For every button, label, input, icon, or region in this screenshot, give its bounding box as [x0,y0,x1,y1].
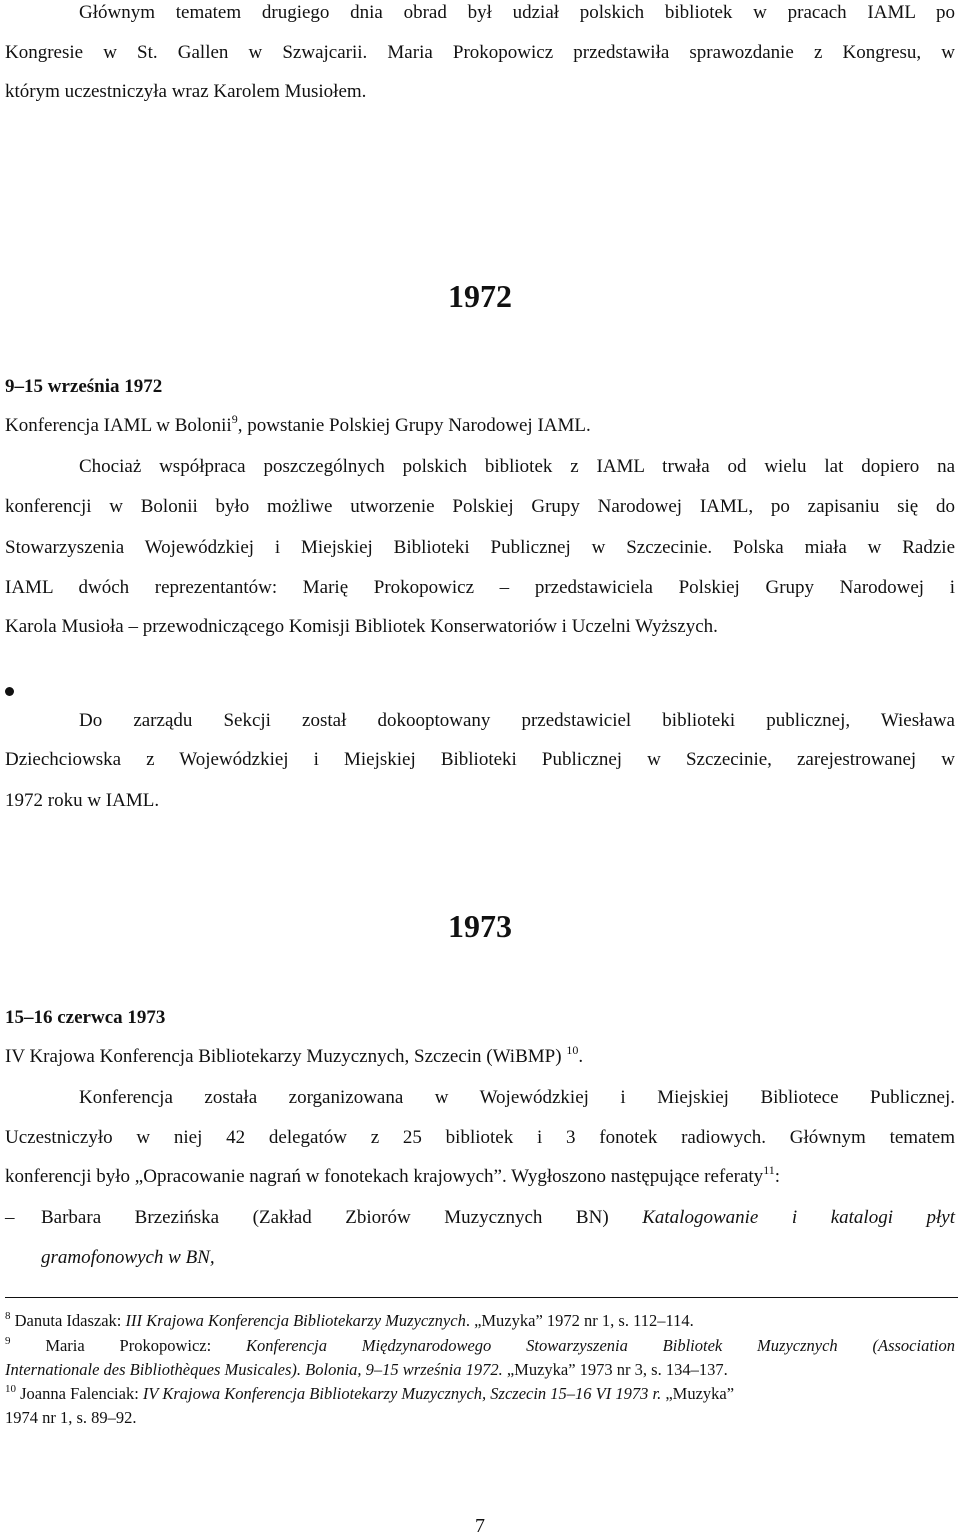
footnote-8-number: 8 [5,1310,11,1322]
para-1972-line-1: Chociaż współpraca poszczególnych polskich bibliotek z IAML trwała od wielu lat dopiero na [79,456,955,477]
para-1972-line-3: Stowarzyszenia Wojewódzkiej i Miejskiej Biblioteki Publicznej w Szczecinie. Polska miała w Radzie [5,537,955,558]
year-heading-1973: 1973 [448,908,512,944]
footnote-ref-9[interactable]: 9 [231,412,238,426]
conference-title-1973 [5,1045,955,1069]
intro-line-2: Kongresie w St. Gallen w Szwajcarii. Maria Prokopowicz przedstawiła sprawozdanie z Kongresu, w [5,42,955,63]
conference-title-1972 [5,414,955,438]
footnote-9-source: „Muzyka” 1973 nr 3, s. 134–137. [502,1360,728,1379]
footnote-10-title: IV Krajowa Konferencja Bibliotekarzy Muzycznych, Szczecin 15–16 VI 1973 r. [142,1384,662,1403]
para-1972-line-4: IAML dwóch reprezentantów: Marię Prokopowicz – przedstawiciela Polskiej Grupy Narodowej i [5,577,955,598]
list-dash: – [5,1207,15,1228]
para-1972-line-2: konferencji w Bolonii było możliwe utworzenie Polskiej Grupy Narodowej IAML, po zapisaniu się do [5,496,955,517]
list-item-title: Katalogowanie i katalogi płyt [642,1207,956,1228]
conference-title-rest: . [578,1046,584,1067]
bullet-icon [5,687,14,696]
bullet-para-line-1: Do zarządu Sekcji został dokooptowany przedstawiciel biblioteki publicznej, Wiesława [79,710,955,731]
footnote-ref-11[interactable]: 11 [763,1163,775,1177]
footnote-10-number: 10 [5,1383,16,1395]
conference-title-rest: , powstanie Polskiej Grupy Narodowej IAML. [237,415,591,436]
footnote-9-line-1 [5,1335,955,1356]
footnote-9-author: Maria Prokopowicz: [45,1336,246,1355]
footnote-8-author: Danuta Idaszak: [14,1311,126,1330]
footnote-9-title: Konferencja Międzynarodowego Stowarzyszenia Bibliotek Muzycznych (Association [246,1336,955,1355]
date-1973: 15–16 czerwca 1973 [5,1007,166,1028]
para-1972-line-5: Karola Musioła – przewodniczącego Komisji Bibliotek Konserwatoriów i Uczelni Wyższych. [5,616,718,637]
footnote-10-line-2: 1974 nr 1, s. 89–92. [5,1408,137,1427]
list-item-line-2: gramofonowych w BN, [41,1247,215,1268]
page-number: 7 [475,1515,485,1537]
footnote-9-line-2 [5,1359,955,1380]
footnote-10-author: Joanna Falenciak: [20,1384,143,1403]
conference-title-text: IV Krajowa Konferencja Bibliotekarzy Muzycznych, Szczecin (WiBMP) [5,1046,562,1067]
bullet-para-line-2: Dziechciowska z Wojewódzkiej i Miejskiej Biblioteki Publicznej w Szczecinie, zarejestrowanej w [5,749,955,770]
para-1973-line-3 [5,1165,955,1189]
list-item-line-1 [41,1206,955,1230]
conference-title-text: Konferencja IAML w Bolonii [5,415,232,436]
footnote-8-title: III Krajowa Konferencja Bibliotekarzy Muzycznych [125,1311,466,1330]
footnote-8-source: . „Muzyka” 1972 nr 1, s. 112–114. [465,1311,694,1330]
footnote-9-title-cont: Internationale des Bibliothèques Musicales). Bolonia, 9–15 września 1972. [5,1360,503,1379]
year-heading-1972: 1972 [448,278,512,314]
intro-line-1: Głównym tematem drugiego dnia obrad był udział polskich bibliotek w pracach IAML po [79,2,955,23]
footnote-8 [5,1310,955,1331]
date-1972: 9–15 września 1972 [5,376,163,397]
intro-line-3: którym uczestniczyła wraz Karolem Musiołem. [5,81,367,102]
footnote-9-number: 9 [5,1335,11,1347]
para-1973-line-1: Konferencja została zorganizowana w Wojewódzkiej i Miejskiej Bibliotece Publicznej. [79,1087,955,1108]
bullet-para-line-3: 1972 roku w IAML. [5,790,160,811]
footnote-10-line-1 [5,1383,955,1404]
para-1973-line-3-end: : [774,1166,781,1187]
footnote-ref-10[interactable]: 10 [566,1043,579,1057]
footnote-separator [5,1297,958,1298]
footnote-10-source: „Muzyka” [661,1384,735,1403]
para-1973-line-2: Uczestniczyło w niej 42 delegatów z 25 bibliotek i 3 fonotek radiowych. Głównym tematem [5,1127,955,1148]
list-item-author: Barbara Brzezińska (Zakład Zbiorów Muzycznych BN) [41,1207,609,1228]
para-1973-line-3-text: konferencji było „Opracowanie nagrań w fonotekach krajowych”. Wygłoszono następujące referaty [5,1166,764,1187]
